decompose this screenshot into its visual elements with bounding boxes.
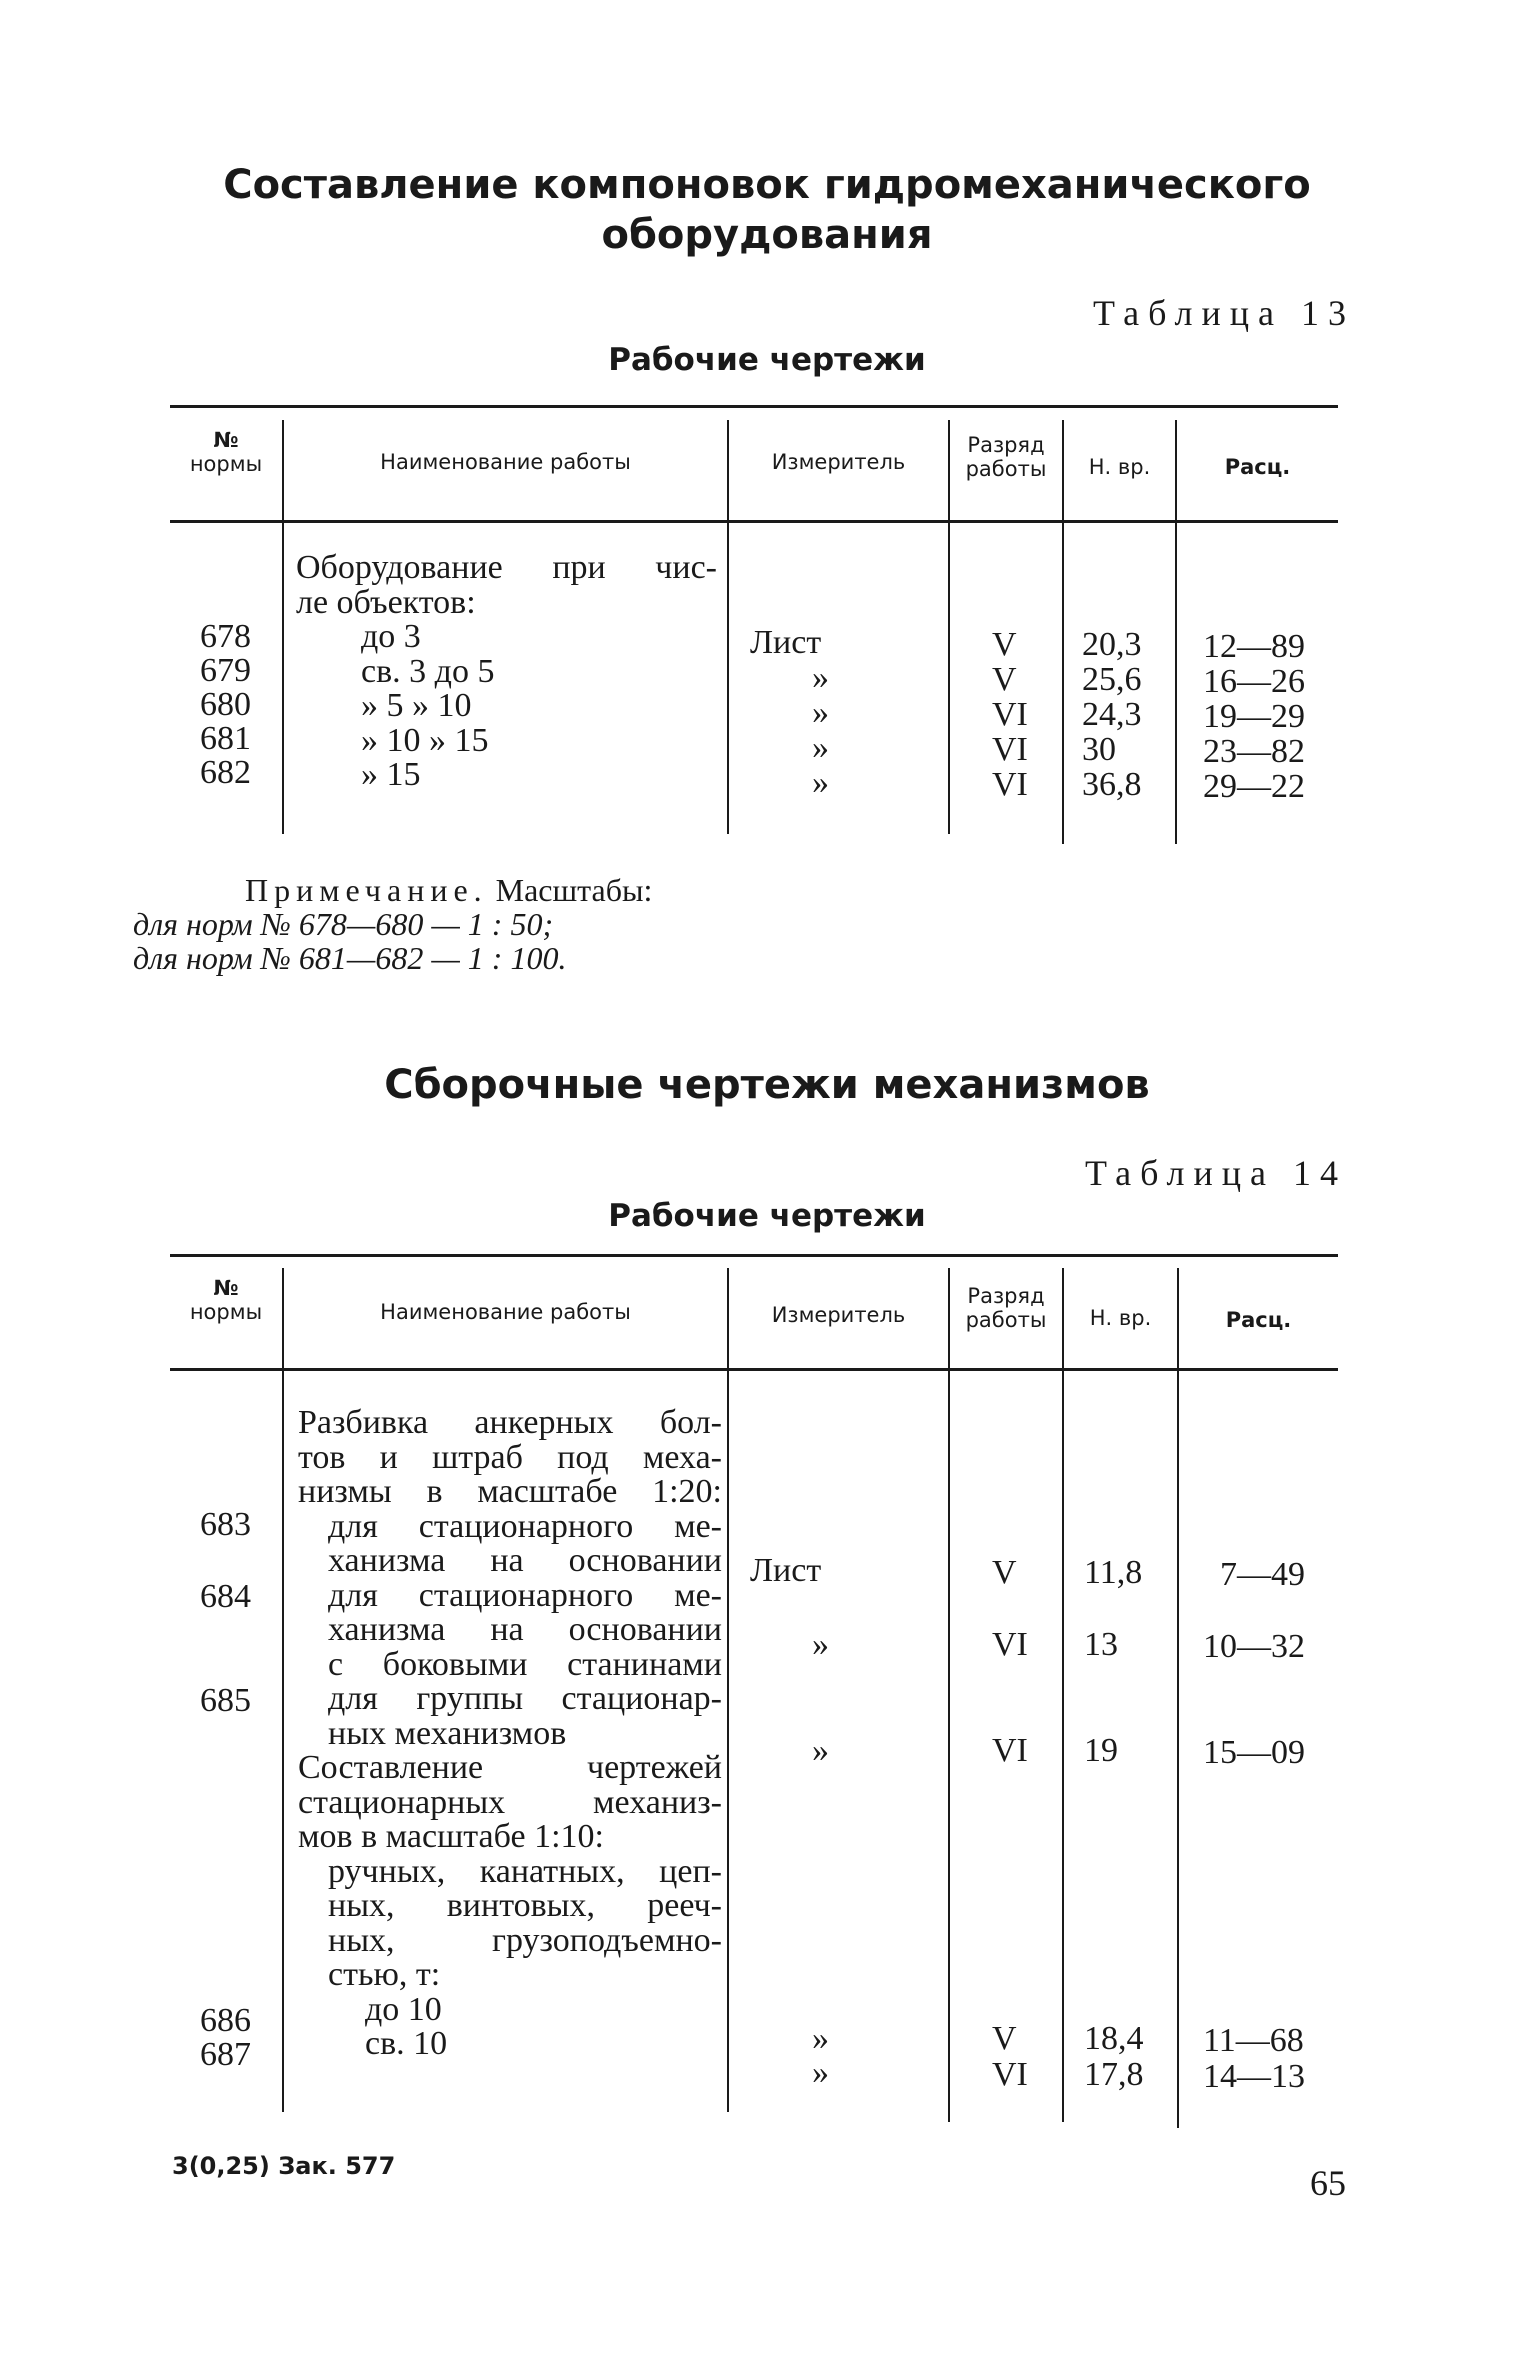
table14-norm-number: 685: [200, 1682, 251, 1719]
table13-header-rate: Расц.: [1224, 455, 1291, 479]
grade-label-line2: работы: [965, 457, 1047, 481]
table13-hours: 30: [1082, 731, 1116, 768]
description-line: Составление чертежей: [298, 1749, 722, 1786]
table14-grade: VI: [992, 1732, 1028, 1769]
note-text: Масштабы:: [495, 872, 653, 908]
table14-top-rule: [170, 1254, 1338, 1257]
table13-header-rule: [170, 520, 1338, 523]
table13-measure: »: [812, 659, 829, 696]
table13-norm-number: 681: [200, 720, 251, 757]
grade-label-line2: работы: [965, 1308, 1047, 1332]
table13-grade: V: [992, 626, 1017, 663]
table14-hours: 13: [1084, 1626, 1118, 1663]
table13-grade: VI: [992, 731, 1028, 768]
grade-label-line1: Разряд: [967, 433, 1045, 457]
description-line: тов и штраб под меха-: [298, 1438, 722, 1476]
table14-norm-number: 683: [200, 1506, 251, 1543]
table14-col-rule: [1062, 1268, 1064, 2122]
table13-measure: »: [812, 694, 829, 731]
table13-col-rule: [1175, 420, 1177, 844]
table14-measure: »: [812, 1732, 829, 1769]
table14-measure: Лист: [750, 1552, 822, 1589]
description-line: св. 10: [365, 2025, 448, 2062]
table13-header-norm: [170, 428, 282, 476]
description-line: ханизма на основании: [328, 1542, 722, 1579]
description-line: для группы стационар-: [328, 1680, 722, 1717]
table14-header-rate: Расц.: [1225, 1308, 1292, 1332]
table13-top-rule: [170, 405, 1338, 408]
table14-measure: »: [812, 2054, 829, 2091]
table14-header-hours: Н. вр.: [1089, 1306, 1152, 1330]
table13-rate: 23—82: [1203, 733, 1305, 770]
norm-label: нормы: [189, 452, 263, 476]
description-line: для стационарного ме-: [328, 1576, 722, 1614]
description-line: стью, т:: [328, 1956, 441, 1993]
table14-rate: 7—49: [1220, 1556, 1305, 1593]
table13-norm-number: 679: [200, 652, 251, 689]
table14-header-measure: Измеритель: [771, 1303, 906, 1327]
table14-measure: »: [812, 1626, 829, 1663]
table13-note-line1: [245, 872, 652, 908]
norm-label: нормы: [189, 1300, 263, 1324]
table13-measure: »: [812, 764, 829, 801]
table14-label: Таблица 14: [1085, 1153, 1347, 1193]
norm-number-sign: №: [213, 428, 239, 452]
table14-norm-number: 687: [200, 2036, 251, 2073]
section2-title: Сборочные чертежи механизмов: [384, 1062, 1150, 1108]
description-line: ных механизмов: [328, 1714, 567, 1752]
table13-col-rule: [1062, 420, 1064, 844]
table13-col-rule: [948, 420, 950, 834]
footer-imprint: 3(0,25) Зак. 577: [172, 2152, 396, 2180]
section1-title-line2: оборудования: [601, 212, 933, 258]
description-line: ле объектов:: [296, 583, 476, 621]
table14-norm-number: 686: [200, 2002, 251, 2039]
table13-hours: 25,6: [1082, 661, 1142, 698]
table14-grade: V: [992, 2020, 1017, 2057]
table13-measure: Лист: [750, 624, 822, 661]
table14-rate: 14—13: [1203, 2058, 1305, 2095]
table14-col-rule: [282, 1268, 284, 2112]
table13-norm-number: 678: [200, 618, 251, 655]
table13-grade: VI: [992, 696, 1028, 733]
table14-header-grade: [950, 1284, 1062, 1332]
description-line: Оборудование при чис-: [296, 549, 717, 586]
table13-header-measure: Измеритель: [771, 450, 906, 474]
description-line: с боковыми станинами: [328, 1645, 722, 1683]
description-line: Разбивка анкерных бол-: [298, 1404, 722, 1441]
description-line: стационарных механиз-: [298, 1783, 722, 1821]
table14-hours: 17,8: [1084, 2056, 1144, 2093]
table13-description: [296, 551, 717, 793]
table14-grade: VI: [992, 2056, 1028, 2093]
table13-rate: 29—22: [1203, 768, 1305, 805]
table14-measure: »: [812, 2020, 829, 2057]
section1-title-line1: Составление компоновок гидромеханического: [223, 162, 1311, 208]
table13-note-line2: для норм № 678—680 — 1 : 50;: [133, 906, 554, 942]
description-line: мов в масштабе 1:10:: [298, 1818, 604, 1855]
table13-hours: 20,3: [1082, 626, 1142, 663]
description-line: » 10 » 15: [361, 721, 489, 759]
grade-label-line1: Разряд: [967, 1284, 1045, 1308]
table13-subtitle: Рабочие чертежи: [608, 342, 926, 378]
table14-norm-number: 684: [200, 1578, 251, 1615]
description-line: св. 3 до 5: [361, 652, 495, 690]
table13-rate: 16—26: [1203, 663, 1305, 700]
table13-norm-number: 680: [200, 686, 251, 723]
table14-rate: 10—32: [1203, 1628, 1305, 1665]
description-line: ных, грузоподъемно-: [328, 1921, 722, 1959]
table13-hours: 24,3: [1082, 696, 1142, 733]
table13-grade: V: [992, 661, 1017, 698]
table14-col-rule: [1177, 1268, 1179, 2128]
table13-col-rule: [727, 420, 729, 834]
table14-header-name: Наименование работы: [380, 1300, 631, 1324]
description-line: » 5 » 10: [361, 687, 472, 724]
table14-grade: V: [992, 1554, 1017, 1591]
description-line: » 15: [361, 756, 421, 793]
table13-measure: »: [812, 729, 829, 766]
table14-header-norm: [170, 1276, 282, 1324]
description-line: до 10: [365, 1990, 442, 2028]
table13-grade: VI: [992, 766, 1028, 803]
table13-hours: 36,8: [1082, 766, 1142, 803]
table14-hours: 18,4: [1084, 2020, 1144, 2057]
description-line: низмы в масштабе 1:20:: [298, 1473, 722, 1510]
table13-col-rule: [282, 420, 284, 834]
table13-rate: 12—89: [1203, 628, 1305, 665]
description-line: до 3: [361, 618, 421, 655]
table13-norm-number: 682: [200, 754, 251, 791]
table14-header-rule: [170, 1368, 1338, 1371]
table13-note-line3: для норм № 681—682 — 1 : 100.: [133, 940, 567, 976]
table13-header-grade: [950, 433, 1062, 481]
description-line: ных, винтовых, рееч-: [328, 1887, 722, 1924]
table13-rate: 19—29: [1203, 698, 1305, 735]
description-line: ручных, канатных, цеп-: [328, 1852, 722, 1890]
table13-label: Таблица 13: [1093, 293, 1355, 333]
description-line: ханизма на основании: [328, 1611, 722, 1648]
table14-rate: 15—09: [1203, 1734, 1305, 1771]
table14-description: [298, 1406, 722, 2062]
page-number: 65: [1310, 2163, 1346, 2203]
table14-rate: 11—68: [1203, 2022, 1304, 2059]
table14-col-rule: [727, 1268, 729, 2112]
table14-col-rule: [948, 1268, 950, 2122]
table14-hours: 11,8: [1084, 1554, 1143, 1591]
description-line: для стационарного ме-: [328, 1507, 722, 1545]
table14-subtitle: Рабочие чертежи: [608, 1198, 926, 1234]
table13-header-name: Наименование работы: [380, 450, 631, 474]
table13-header-hours: Н. вр.: [1088, 455, 1151, 479]
norm-number-sign: №: [213, 1276, 239, 1300]
table14-hours: 19: [1084, 1732, 1118, 1769]
table14-grade: VI: [992, 1626, 1028, 1663]
note-label: Примечание.: [245, 872, 488, 908]
